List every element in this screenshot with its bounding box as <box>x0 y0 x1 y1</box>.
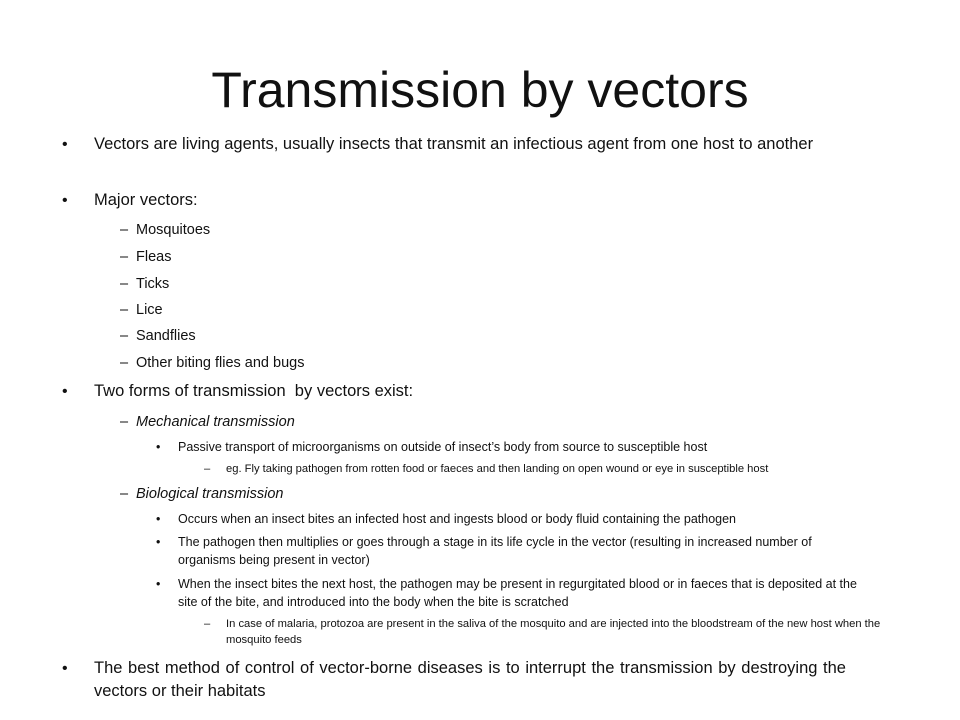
bullet-marker: • <box>156 577 161 591</box>
dash-marker: – <box>120 328 129 344</box>
dash-marker: – <box>204 463 211 475</box>
dash-marker: – <box>204 618 211 630</box>
bullet-marker: • <box>62 383 68 400</box>
dash-marker: – <box>120 249 129 265</box>
bullet-marker: • <box>156 440 161 454</box>
vector-item: Lice <box>136 302 163 318</box>
dash-marker: – <box>120 355 129 371</box>
bullet-marker: • <box>62 136 68 153</box>
bullet-marker: • <box>156 535 161 549</box>
vector-item: Other biting flies and bugs <box>136 355 305 371</box>
malaria-example: In case of malaria, protozoa are present in the saliva of the mosquito and are injected into the bloodstream of the new host when the mosquito feeds <box>226 618 881 646</box>
vector-item: Ticks <box>136 276 170 292</box>
bullet-control-method: The best method of control of vector-borne diseases is to interrupt the transmission by destroying the vectors or their habitats <box>94 659 846 700</box>
slide-title: Transmission by vectors <box>211 62 749 118</box>
bullet-marker: • <box>156 512 161 526</box>
vector-item: Mosquitoes <box>136 222 211 238</box>
vector-item: Fleas <box>136 249 172 265</box>
bullet-vectors-definition: Vectors are living agents, usually insects that transmit an infectious agent from one host to another <box>94 135 814 153</box>
vector-item: Sandflies <box>136 328 196 344</box>
mechanical-point: Passive transport of microorganisms on outside of insect’s body from source to susceptible host <box>178 440 708 454</box>
bullet-marker: • <box>62 660 68 677</box>
bullet-marker: • <box>62 192 68 209</box>
mechanical-example: eg. Fly taking pathogen from rotten food or faeces and then landing on open wound or eye in susceptible host <box>226 463 769 475</box>
biological-point: When the insect bites the next host, the pathogen may be present in regurgitated blood or in faeces that is deposited at the site of the bite, and introduced into the body when the bite is scratched <box>178 577 857 609</box>
dash-marker: – <box>120 414 129 430</box>
biological-transmission-heading: Biological transmission <box>136 486 284 502</box>
biological-point: Occurs when an insect bites an infected host and ingests blood or body fluid containing the pathogen <box>178 512 737 526</box>
biological-point: The pathogen then multiplies or goes through a stage in its life cycle in the vector (resulting in increased number of organisms being present in vector) <box>178 535 812 567</box>
dash-marker: – <box>120 276 129 292</box>
dash-marker: – <box>120 222 129 238</box>
bullet-two-forms: Two forms of transmission by vectors exist: <box>94 382 414 400</box>
dash-marker: – <box>120 302 129 318</box>
bullet-major-vectors: Major vectors: <box>94 191 198 209</box>
dash-marker: – <box>120 486 129 502</box>
mechanical-transmission-heading: Mechanical transmission <box>136 414 295 430</box>
